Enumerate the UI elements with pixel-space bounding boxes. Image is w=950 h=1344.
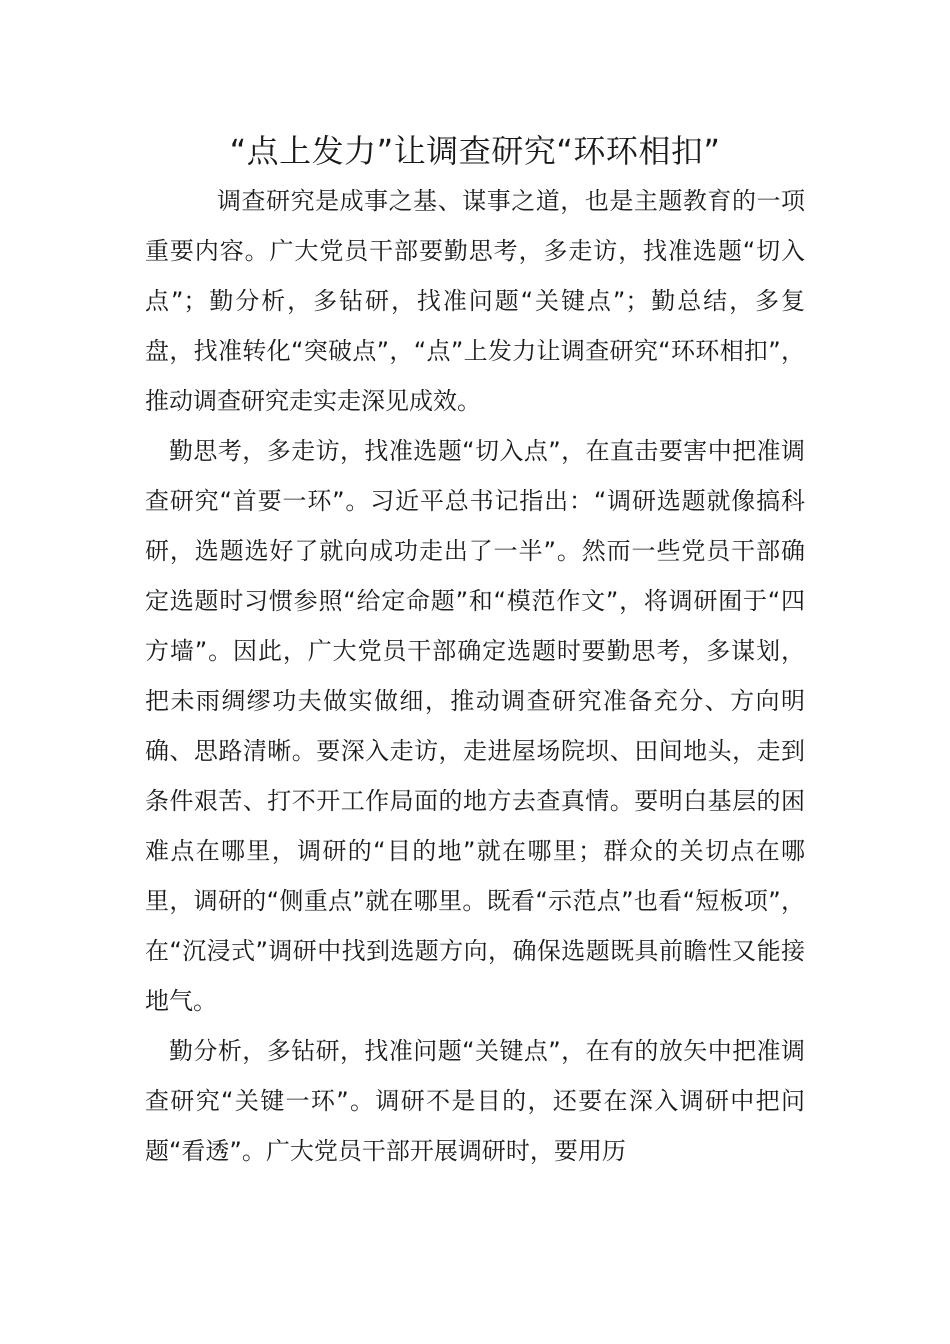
paragraph-section-1: 勤思考，多走访，找准选题“切入点”，在直击要害中把准调查研究“首要一环”。习近平总书记指出：“调研选题就像搞科研，选题选好了就向成功走出了一半”。然而一些党员干部确定选题时习惯参照“给定命题”和“模范作文”，将调研囿于“四方墙”。因此，广大党员干部确定选题时要勤思考，多谋划，把未雨绸缪功夫做实做细，推动调查研究准备充分、方向明确、思路清晰。要深入走访，走进屋场院坝、田间地头，走到条件艰苦、打不开工作局面的地方去查真情。要明白基层的困难点在哪里，调研的“目的地”就在哪里；群众的关切点在哪里，调研的“侧重点”就在哪里。既看“示范点”也看“短板项”，在“沉浸式”调研中找到选题方向，确保选题既具前瞻性又能接地气。 <box>145 437 805 1015</box>
document-title: “点上发力”让调查研究“环环相扣” <box>229 132 721 170</box>
paragraph-section-2: 勤分析，多钻研，找准问题“关键点”，在有的放矢中把准调查研究“关键一环”。调研不是目的，还要在深入调研中把问题“看透”。广大党员干部开展调研时，要用历 <box>145 1037 805 1165</box>
document-body <box>145 176 805 1176</box>
paragraph-intro: 调查研究是成事之基、谋事之道，也是主题教育的一项重要内容。广大党员干部要勤思考，多走访，找准选题“切入点”；勤分析，多钻研，找准问题“关键点”；勤总结，多复盘，找准转化“突破点”，“点”上发力让调查研究“环环相扣”，推动调查研究走实走深见成效。 <box>145 187 805 415</box>
